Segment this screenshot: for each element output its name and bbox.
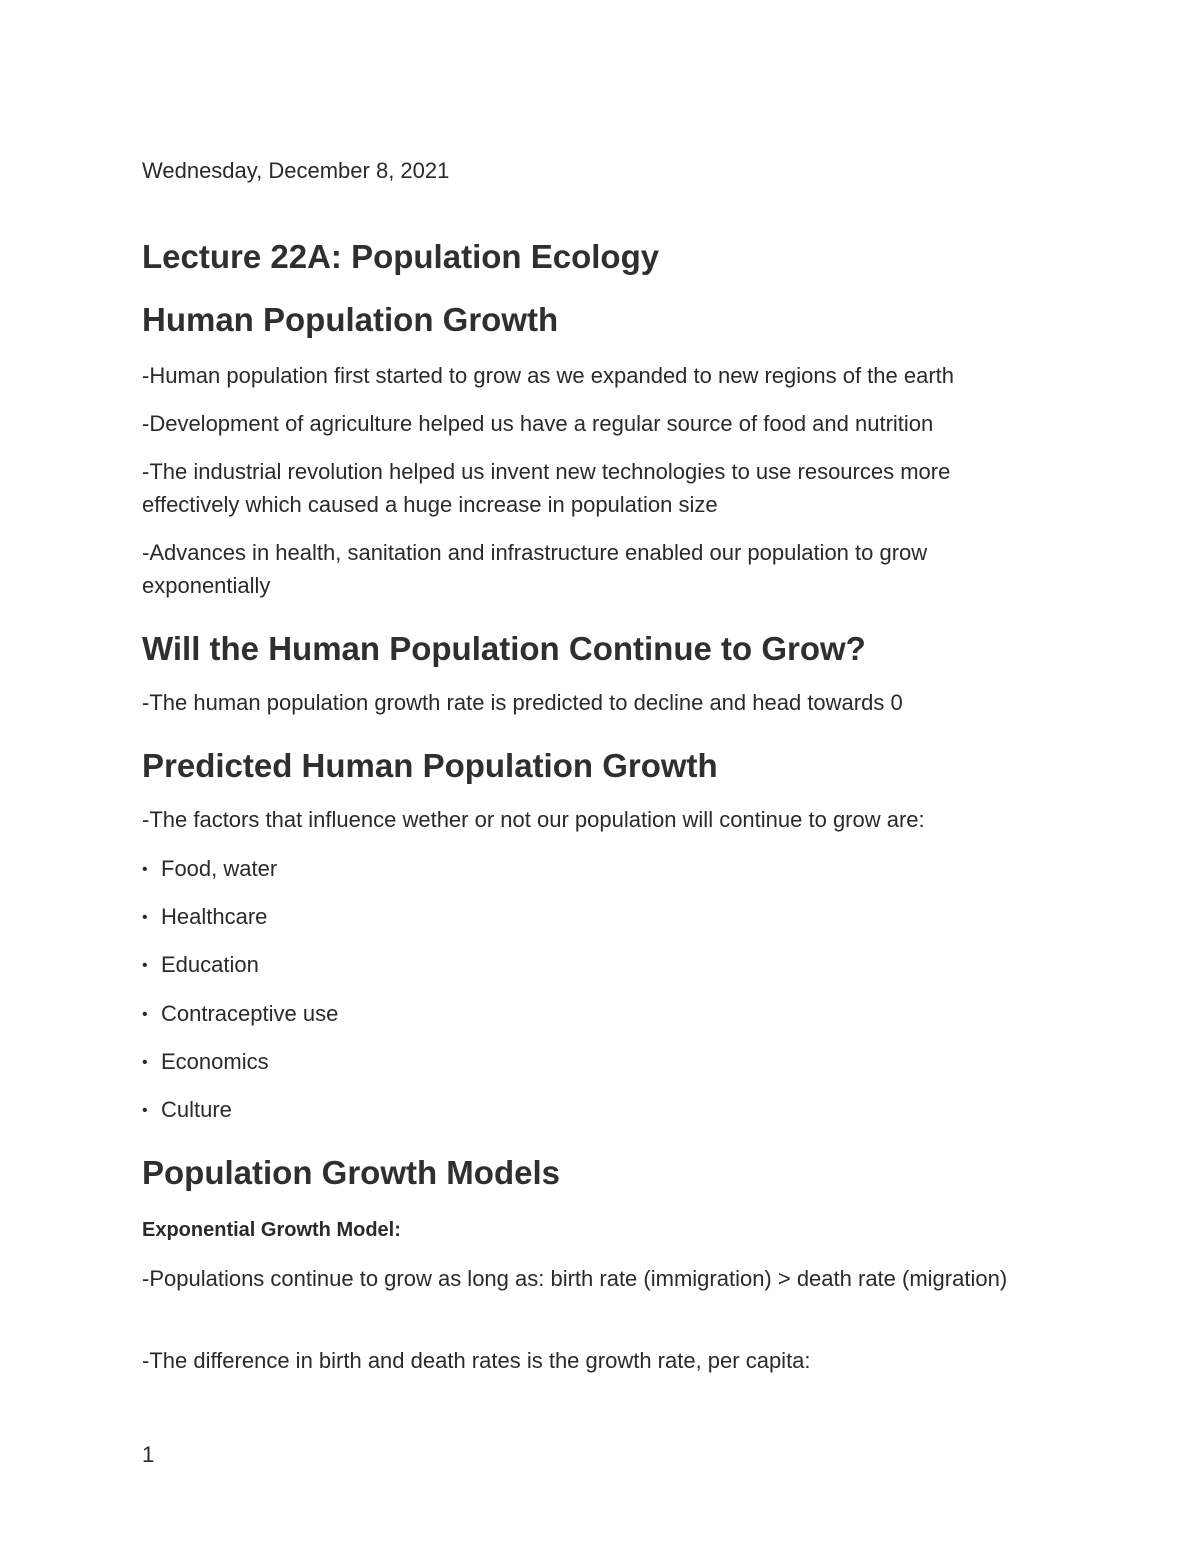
list-item: • Food, water	[142, 854, 277, 885]
date-line: Wednesday, December 8, 2021	[142, 158, 450, 183]
bullet-marker: •	[142, 1102, 148, 1119]
page-number: 1	[142, 1442, 155, 1467]
paragraph: -The human population growth rate is predicted to decline and head towards 0	[142, 690, 903, 715]
heading-human-population-growth: Human Population Growth	[142, 301, 559, 338]
bullet-marker: •	[142, 957, 148, 974]
paragraph: -The factors that influence wether or not our population will continue to grow are:	[142, 807, 925, 832]
subheading-exponential-model: Exponential Growth Model:	[142, 1219, 401, 1241]
paragraph: -Populations continue to grow as long as: birth rate (immigration) > death rate (migration)	[142, 1266, 1008, 1291]
list-item: • Contraceptive use	[142, 999, 338, 1030]
paragraph: -The difference in birth and death rates is the growth rate, per capita:	[142, 1348, 811, 1373]
paragraph: -Human population first started to grow as we expanded to new regions of the earth	[142, 363, 955, 388]
list-item: • Economics	[142, 1047, 269, 1078]
list-item: • Healthcare	[142, 902, 267, 933]
lecture-title: Lecture 22A: Population Ecology	[142, 238, 660, 275]
heading-predicted-growth: Predicted Human Population Growth	[142, 747, 718, 784]
heading-growth-models: Population Growth Models	[142, 1154, 560, 1191]
bullet-marker: •	[142, 1006, 148, 1023]
list-item: • Culture	[142, 1095, 232, 1126]
heading-will-population-continue: Will the Human Population Continue to Grow?	[142, 630, 866, 667]
bullet-marker: •	[142, 1054, 148, 1071]
bullet-marker: •	[142, 909, 148, 926]
paragraph: -Advances in health, sanitation and infrastructure enabled our population to grow exponentially	[142, 540, 928, 598]
paragraph: -Development of agriculture helped us have a regular source of food and nutrition	[142, 411, 934, 436]
bullet-marker: •	[142, 861, 148, 878]
paragraph: -The industrial revolution helped us invent new technologies to use resources more effectively which caused a huge increase in population size	[142, 459, 951, 517]
list-item: • Education	[142, 950, 259, 981]
